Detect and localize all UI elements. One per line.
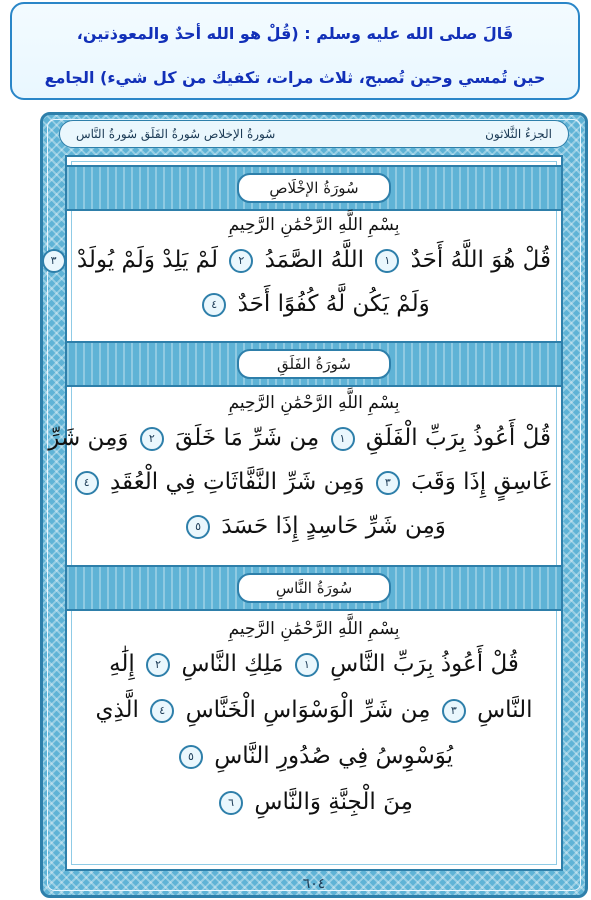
ayah-text: وَمِن شَرِّ xyxy=(48,425,129,451)
ayah-number-marker: ٢ xyxy=(146,653,170,677)
ayah-text: مَلِكِ النَّاسِ xyxy=(181,651,284,677)
quran-text-page xyxy=(48,155,563,871)
ayah-number-marker: ٥ xyxy=(186,515,210,539)
basmala-falaq: بِسْمِ اللَّهِ الرَّحْمَٰنِ الرَّحِيمِ xyxy=(228,393,400,413)
ayah-text: مِن شَرِّ الْوَسْوَاسِ الْخَنَّاسِ xyxy=(185,697,431,723)
ayah-number-marker: ٢ xyxy=(229,249,253,273)
surah-banner-falaq xyxy=(67,341,561,387)
surah-banner-nas xyxy=(67,565,561,611)
ayah-line-nas-3 xyxy=(77,743,551,769)
ayah-text: وَلَمْ يَكُن لَّهُ كُفُوًا أَحَدٌ xyxy=(237,291,430,317)
basmala-ikhlas: بِسْمِ اللَّهِ الرَّحْمَٰنِ الرَّحِيمِ xyxy=(228,215,400,235)
ayah-line-nas-2 xyxy=(77,697,551,723)
ayah-number-marker: ٣ xyxy=(42,249,66,273)
surah-title-falaq: سُورَةُ الفَلَقِ xyxy=(237,349,391,379)
ayah-text: مِنَ الْجِنَّةِ وَالنَّاسِ xyxy=(254,789,413,815)
ayah-text: الَّذِي xyxy=(95,697,139,723)
ayah-line-ikhlas-2 xyxy=(77,291,551,317)
page-header xyxy=(59,120,569,148)
ayah-number-marker: ١ xyxy=(295,653,319,677)
ayah-text: قُلْ هُوَ اللَّهُ أَحَدٌ xyxy=(410,247,551,273)
hadith-line-1: قَالَ صلى الله عليه وسلم : (قُلْ هو الله أحدٌ والمعوذتين، xyxy=(76,24,514,43)
ayah-text: وَمِن شَرِّ حَاسِدٍ إِذَا حَسَدَ xyxy=(221,513,446,539)
surah-title-ikhlas: سُورَةُ الإخْلَاصِ xyxy=(237,173,391,203)
ayah-number-marker: ٥ xyxy=(179,745,203,769)
ayah-text: غَاسِقٍ إِذَا وَقَبَ xyxy=(411,469,551,495)
page-number: ٦٠٤ xyxy=(302,876,326,892)
ayah-text: لَمْ يَلِدْ وَلَمْ يُولَدْ xyxy=(76,247,218,273)
ayah-line-nas-4 xyxy=(77,789,551,815)
basmala-nas: بِسْمِ اللَّهِ الرَّحْمَٰنِ الرَّحِيمِ xyxy=(228,619,400,639)
ayah-text: يُوَسْوِسُ فِي صُدُورِ النَّاسِ xyxy=(214,743,454,769)
ayah-text: اللَّهُ الصَّمَدُ xyxy=(264,247,364,273)
ayah-line-falaq-3 xyxy=(77,513,551,539)
ayah-number-marker: ٤ xyxy=(202,293,226,317)
ayah-text: إِلَٰهِ xyxy=(109,651,135,677)
ayah-number-marker: ٣ xyxy=(376,471,400,495)
ayah-line-falaq-2 xyxy=(77,469,551,495)
hadith-line-2: حين تُمسي وحين تُصبح، ثلاث مرات، تكفيك من كل شيء) الجامع xyxy=(44,68,546,87)
ayah-number-marker: ٦ xyxy=(219,791,243,815)
ayah-number-marker: ٣ xyxy=(442,699,466,723)
mushaf-page-frame xyxy=(40,112,588,898)
ayah-text: قُلْ أَعُوذُ بِرَبِّ النَّاسِ xyxy=(330,651,519,677)
ayah-line-ikhlas-1 xyxy=(50,247,551,273)
juz-label: الجزءُ الثَّلاثون xyxy=(485,127,552,141)
ayah-line-falaq-1 xyxy=(48,425,551,451)
surah-names-label: سُورةُ الإخلاص سُورةُ الفَلَق سُورةُ النَّاس xyxy=(76,127,276,141)
ayah-number-marker: ٢ xyxy=(140,427,164,451)
ayah-number-marker: ٤ xyxy=(150,699,174,723)
hadith-box xyxy=(10,2,580,100)
ayah-number-marker: ١ xyxy=(331,427,355,451)
ayah-text: النَّاسِ xyxy=(477,697,533,723)
ayah-number-marker: ٤ xyxy=(75,471,99,495)
ayah-line-nas-1 xyxy=(77,651,551,677)
ayah-number-marker: ١ xyxy=(375,249,399,273)
surah-banner-ikhlas xyxy=(67,165,561,211)
surah-title-nas: سُورَةُ النَّاسِ xyxy=(237,573,391,603)
ayah-text: قُلْ أَعُوذُ بِرَبِّ الْفَلَقِ xyxy=(365,425,551,451)
ayah-text: وَمِن شَرِّ النَّفَّاثَاتِ فِي الْعُقَدِ xyxy=(109,469,365,495)
ayah-text: مِن شَرِّ مَا خَلَقَ xyxy=(175,425,320,451)
